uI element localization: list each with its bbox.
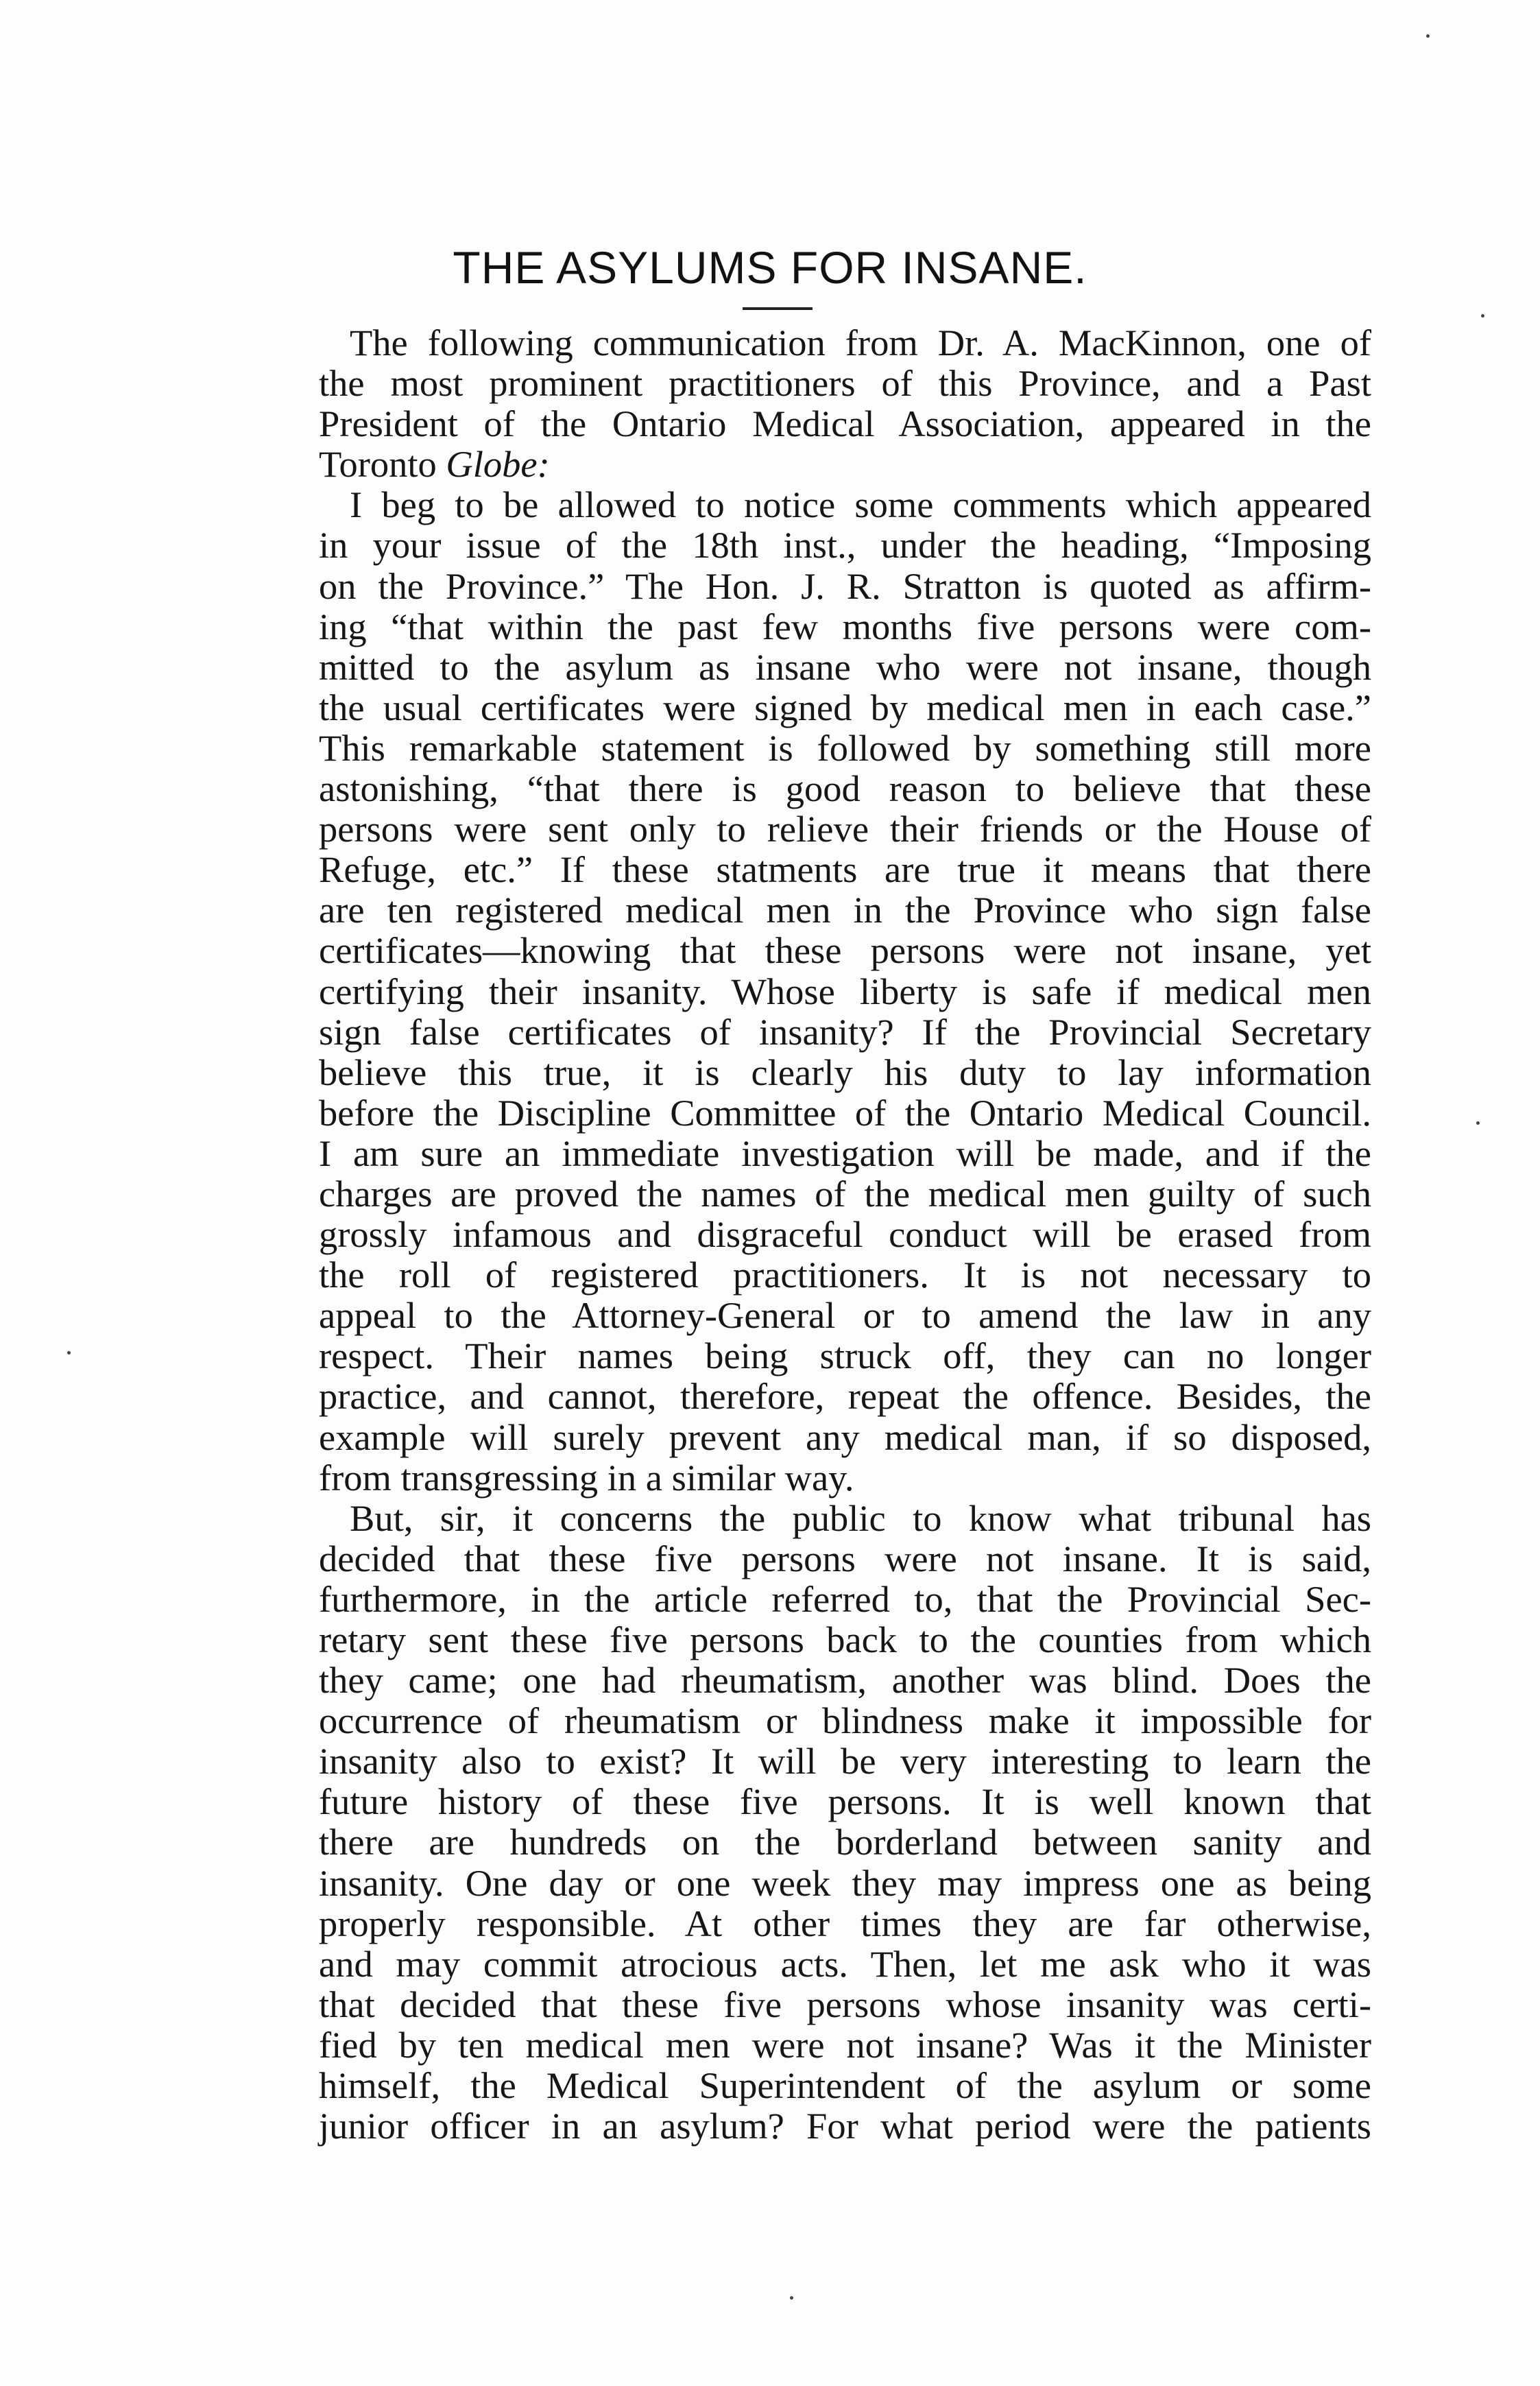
text-line: appeal to the Attorney-General or to amend the law in any xyxy=(319,1294,1371,1337)
print-speck xyxy=(67,1351,71,1355)
text-line: insanity. One day or one week they may impress one as being xyxy=(319,1861,1371,1904)
article-body xyxy=(319,322,1371,2146)
text-line: example will surely prevent any medical man, if so disposed, xyxy=(319,1416,1371,1458)
text-line: But, sir, it concerns the public to know what tribunal has xyxy=(350,1496,1371,1539)
text-line xyxy=(319,444,1371,484)
text-line: ing “that within the past few months five persons were com- xyxy=(319,605,1371,647)
text-line: practice, and cannot, therefore, repeat the offence. Besides, the xyxy=(319,1375,1371,1418)
text-line: future history of these five persons. It is well known that xyxy=(319,1780,1371,1823)
text-line-prefix: Toronto xyxy=(319,443,446,486)
print-speck xyxy=(1481,314,1484,318)
text-line: believe this true, it is clearly his duty to lay information xyxy=(319,1051,1371,1093)
text-line: certificates—knowing that these persons were not insane, yet xyxy=(319,929,1371,972)
text-line: the roll of registered practitioners. It is not necessary to xyxy=(319,1254,1371,1296)
text-line: retary sent these five persons back to the counties from which xyxy=(319,1619,1371,1660)
text-line: occurrence of rheumatism or blindness make it impossible for xyxy=(319,1699,1371,1742)
text-line: This remarkable statement is followed by something still more xyxy=(319,726,1371,769)
paragraph-letter-1 xyxy=(319,484,1371,1497)
text-line: fied by ten medical men were not insane? Was it the Minister xyxy=(319,2023,1371,2066)
text-line: certifying their insanity. Whose liberty is safe if medical men xyxy=(319,970,1371,1012)
text-line: are ten registered medical men in the Province who sign false xyxy=(319,889,1371,931)
text-line: I am sure an immediate investigation will be made, and if the xyxy=(319,1132,1371,1174)
text-line: and may commit atrocious acts. Then, let me ask who it was xyxy=(319,1942,1371,1985)
print-speck xyxy=(790,2296,793,2300)
text-line: insanity also to exist? It will be very interesting to learn the xyxy=(319,1740,1371,1782)
text-line: the most prominent practitioners of this Province, and a Past xyxy=(319,362,1371,405)
text-line: Refuge, etc.” If these statments are true it means that there xyxy=(319,848,1371,891)
text-line: I beg to be allowed to notice some comments which appeared xyxy=(350,484,1371,526)
text-line: there are hundreds on the borderland between sanity and xyxy=(319,1821,1371,1863)
text-line: they came; one had rheumatism, another was blind. Does the xyxy=(319,1659,1371,1702)
text-line: respect. Their names being struck off, they can no longer xyxy=(319,1335,1371,1377)
article-title: THE ASYLUMS FOR INSANE. xyxy=(453,242,1087,293)
paragraph-intro xyxy=(319,322,1371,484)
text-line: astonishing, “that there is good reason to believe that these xyxy=(319,767,1371,810)
text-line: persons were sent only to relieve their friends or the House of xyxy=(319,808,1371,850)
text-line: before the Discipline Committee of the Ontario Medical Council. xyxy=(319,1091,1371,1134)
text-line: furthermore, in the article referred to, that the Provincial Sec- xyxy=(319,1577,1371,1620)
text-line: President of the Ontario Medical Association, appeared in the xyxy=(319,403,1371,445)
text-line: that decided that these five persons whose insanity was certi- xyxy=(319,1983,1371,2025)
text-line: properly responsible. At other times they are far otherwise, xyxy=(319,1902,1371,1944)
text-line: decided that these five persons were not insane. It is said, xyxy=(319,1537,1371,1579)
text-line: junior officer in an asylum? For what period were the patients xyxy=(319,2105,1371,2147)
title-rule xyxy=(743,307,813,310)
text-line: from transgressing in a similar way. xyxy=(319,1456,854,1499)
text-line: himself, the Medical Superintendent of the asylum or some xyxy=(319,2064,1371,2107)
text-line: the usual certificates were signed by medical men in each case.” xyxy=(319,686,1371,728)
text-line: charges are proved the names of the medical men guilty of such xyxy=(319,1172,1371,1215)
newspaper-name: Globe: xyxy=(446,443,550,486)
text-line: on the Province.” The Hon. J. R. Stratton is quoted as affirm- xyxy=(319,564,1371,607)
text-line: mitted to the asylum as insane who were not insane, though xyxy=(319,645,1371,688)
paragraph-letter-2 xyxy=(319,1498,1371,2147)
print-speck xyxy=(1476,1121,1480,1125)
text-line: The following communication from Dr. A. MacKinnon, one of xyxy=(350,322,1371,363)
text-line: in your issue of the 18th inst., under the heading, “Imposing xyxy=(319,524,1371,566)
text-line: grossly infamous and disgraceful conduct will be erased from xyxy=(319,1213,1371,1256)
print-speck xyxy=(1426,34,1430,38)
text-line: sign false certificates of insanity? If the Provincial Secretary xyxy=(319,1010,1371,1053)
